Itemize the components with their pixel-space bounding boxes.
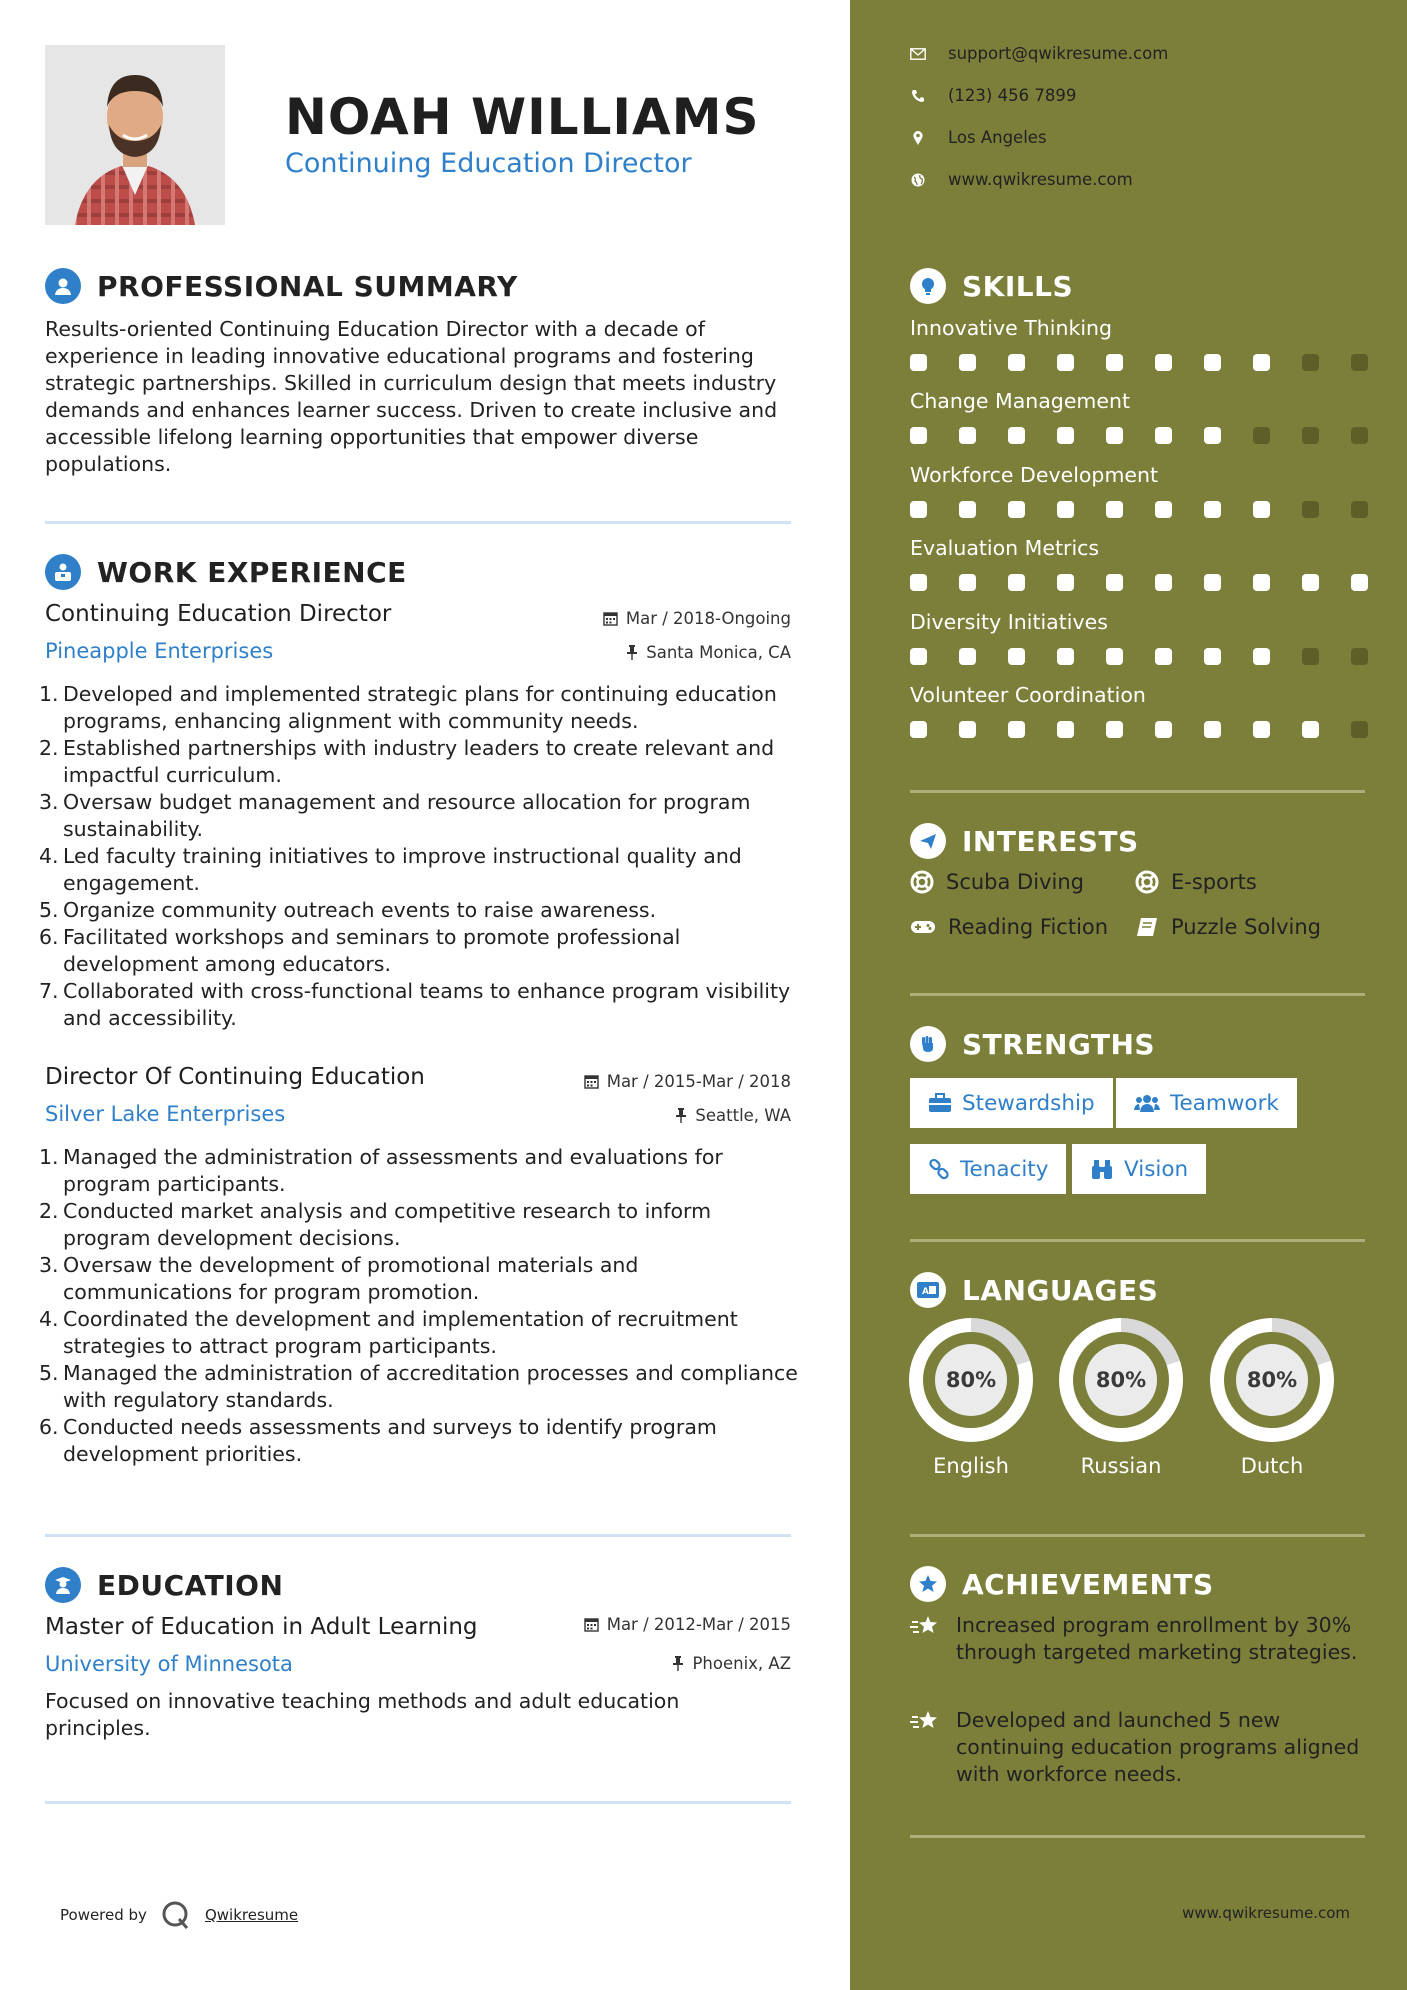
language-name: English [933,1454,1009,1478]
achievement-item [910,1707,1370,1788]
job-responsibilities [39,681,805,1032]
interest-item [1135,870,1257,894]
skill-dot-filled [910,354,927,371]
skill-dot-filled [1204,721,1221,738]
paper-plane-icon [910,823,946,859]
pin-icon [672,1656,684,1671]
job-location [626,643,791,662]
calendar-icon [584,1617,599,1632]
list-item: 2. Conducted market analysis and competitive research to inform program development decisions. [39,1199,712,1250]
list-item: 4. Led faculty training initiatives to improve instructional quality and engagement. [39,844,742,895]
skill-dot-empty [1351,354,1368,371]
skill-dot-filled [1155,574,1172,591]
summary-title: PROFESSIONAL SUMMARY [97,269,518,303]
job-dates [584,1072,791,1091]
link-icon [928,1158,950,1180]
job-location-text: Santa Monica, CA [646,643,791,662]
job-dates-text: Mar / 2018-Ongoing [625,609,791,628]
website-text: www.qwikresume.com [948,170,1133,189]
section-divider [910,1534,1365,1537]
list-item: 5. Managed the administration of accreditation processes and compliance with regulatory standards. [39,1361,798,1412]
education-title: EDUCATION [97,1568,284,1602]
list-item: 4. Coordinated the development and implementation of recruitment strategies to attract program participants. [39,1307,738,1358]
list-item: 5. Organize community outreach events to raise awareness. [39,898,657,922]
degree-title: Master of Education in Adult Learning [45,1614,478,1640]
education-dates [584,1615,791,1634]
achievement-text: Developed and launched 5 new continuing education programs aligned with workforce needs. [956,1708,1360,1786]
skill-dot-filled [959,501,976,518]
job-title: Continuing Education Director [45,601,392,627]
location-text: Los Angeles [948,128,1047,147]
skill-dot-empty [1302,501,1319,518]
phone-icon [910,88,926,104]
interest-item [910,915,1108,939]
job-dates [603,609,791,628]
strength-label: Stewardship [962,1090,1095,1116]
briefcase-icon [928,1093,952,1113]
brand-link[interactable]: Qwikresume [204,1906,299,1924]
skill-dot-filled [1204,648,1221,665]
section-divider [910,993,1365,996]
skill-dot-filled [1253,501,1270,518]
achievements-section-header [910,1566,1214,1602]
language-item [909,1318,1033,1478]
language-name: Dutch [1240,1454,1304,1478]
skill-rating [910,501,1400,518]
footer-powered-by [60,1900,298,1930]
languages-title: LANGUAGES [962,1273,1159,1307]
profile-photo [45,45,225,225]
section-divider [45,1534,791,1537]
skill-dot-filled [1008,648,1025,665]
skill-dot-filled [1204,501,1221,518]
list-item: 3. Oversaw budget management and resource allocation for program sustainability. [39,790,751,841]
list-item: 1. Managed the administration of assessments and evaluations for program participants. [39,1145,723,1196]
skill-dot-filled [1253,354,1270,371]
phone-text: (123) 456 7899 [948,86,1077,105]
skill-dot-empty [1351,648,1368,665]
strength-label: Vision [1124,1156,1189,1182]
skill-name: Workforce Development [910,463,1159,487]
language-name: Russian [1080,1454,1162,1478]
skill-dot-filled [959,574,976,591]
lightbulb-icon [910,268,946,304]
language-progress-ring [1059,1318,1183,1442]
calendar-icon [603,611,618,626]
education-description: Focused on innovative teaching methods and adult education principles. [45,1689,680,1740]
list-item: 7. Collaborated with cross-functional teams to enhance program visibility and accessibility. [39,979,791,1030]
strengths-section-header [910,1026,1155,1062]
skill-name: Innovative Thinking [910,316,1113,340]
job-responsibilities [39,1144,805,1468]
candidate-role: Continuing Education Director [285,148,692,179]
list-item: 3. Oversaw the development of promotional materials and communications for program promotion. [39,1253,639,1304]
users-icon [1134,1093,1160,1113]
language-percent: 80% [1236,1344,1308,1416]
skill-dot-empty [1302,354,1319,371]
experience-section-header [45,554,407,590]
section-divider [910,790,1365,793]
education-location-text: Phoenix, AZ [692,1654,791,1673]
skill-dot-filled [1204,427,1221,444]
qwikresume-logo-icon [161,1900,191,1930]
pin-icon [675,1108,687,1123]
school-name: University of Minnesota [45,1652,293,1676]
calendar-icon [584,1074,599,1089]
skill-dot-filled [910,648,927,665]
skill-dot-filled [1106,721,1123,738]
job-title: Director Of Continuing Education [45,1064,425,1090]
skill-name: Change Management [910,389,1131,413]
fist-icon [910,1026,946,1062]
skill-dot-filled [1302,721,1319,738]
list-item: 6. Facilitated workshops and seminars to promote professional development among educators. [39,925,681,976]
skill-dot-filled [1155,648,1172,665]
strength-chip [1072,1144,1206,1194]
contact-location [910,128,1047,147]
book-icon [1135,916,1159,938]
interest-label: Scuba Diving [946,870,1084,894]
skill-name: Evaluation Metrics [910,536,1100,560]
section-divider [45,521,791,524]
skill-dot-empty [1253,427,1270,444]
list-item: 1. Developed and implemented strategic plans for continuing education programs, enhancing alignment with community needs. [39,682,777,733]
strength-chip [910,1144,1066,1194]
email-text: support@qwikresume.com [948,44,1169,63]
svg-text:A: A [922,1287,929,1297]
languages-section-header [910,1272,1158,1308]
skill-dot-filled [1253,574,1270,591]
summary-text: Results-oriented Continuing Education Director with a decade of experience in leading innovative educational programs and fostering strategic partnerships. Skilled in curriculum design that meets industry demands and enhances learner success. Driven to create inclusive and accessible lifelong learning opportunities that empower diverse populations. [45,317,778,476]
list-item: 2. Established partnerships with industry leaders to create relevant and impactful curriculum. [39,736,775,787]
section-divider [910,1239,1365,1242]
skill-dot-filled [1008,574,1025,591]
skill-dot-filled [1008,427,1025,444]
language-progress-ring [1210,1318,1334,1442]
skill-dot-filled [1155,721,1172,738]
skill-dot-filled [1106,354,1123,371]
interest-item [1135,915,1321,939]
binoculars-icon [1090,1158,1114,1180]
job-company: Silver Lake Enterprises [45,1102,286,1126]
achievement-item [910,1612,1370,1666]
graduate-icon [45,1567,81,1603]
skill-dot-filled [1008,501,1025,518]
skill-name: Diversity Initiatives [910,610,1108,634]
education-dates-text: Mar / 2012-Mar / 2015 [606,1615,791,1634]
skill-dot-filled [1253,648,1270,665]
strengths-title: STRENGTHS [962,1027,1156,1061]
strength-label: Tenacity [960,1156,1049,1182]
shooting-star-icon [910,1612,940,1666]
education-location [672,1654,791,1673]
achievement-text: Increased program enrollment by 30% through targeted marketing strategies. [956,1613,1358,1664]
skill-dot-filled [1155,354,1172,371]
achievements-title: ACHIEVEMENTS [962,1567,1214,1601]
skill-dot-filled [1351,574,1368,591]
language-icon [910,1272,946,1308]
section-divider [45,1801,791,1804]
skill-dot-filled [1204,574,1221,591]
candidate-name: NOAH WILLIAMS [285,88,760,146]
language-progress-ring [909,1318,1033,1442]
user-icon [45,268,81,304]
skill-dot-filled [959,427,976,444]
skill-dot-empty [1351,427,1368,444]
interests-section-header [910,823,1139,859]
education-section-header [45,1567,283,1603]
interest-label: Reading Fiction [948,915,1109,939]
skill-dot-filled [1057,427,1074,444]
interest-label: Puzzle Solving [1171,915,1321,939]
skill-dot-filled [1106,501,1123,518]
language-percent: 80% [935,1344,1007,1416]
shooting-star-icon [910,1707,940,1788]
life-ring-icon [910,870,934,894]
skill-rating [910,721,1400,738]
skill-dot-empty [1302,648,1319,665]
job-location-text: Seattle, WA [695,1106,791,1125]
interest-label: E-sports [1171,870,1257,894]
skill-dot-filled [1302,574,1319,591]
list-item: 6. Conducted needs assessments and surveys to identify program development priorities. [39,1415,717,1466]
skill-dot-filled [1057,648,1074,665]
skill-dot-filled [1106,574,1123,591]
skill-dot-filled [1106,427,1123,444]
skills-section-header [910,268,1073,304]
skills-title: SKILLS [962,269,1074,303]
briefcase-user-icon [45,554,81,590]
language-item [1059,1318,1183,1478]
skill-dot-filled [1155,501,1172,518]
job-location [675,1106,791,1125]
skill-dot-filled [1253,721,1270,738]
skill-dot-filled [1204,354,1221,371]
section-divider [910,1835,1365,1838]
pin-icon [626,645,638,660]
experience-title: WORK EXPERIENCE [97,555,407,589]
skill-dot-filled [1057,354,1074,371]
skill-dot-filled [1155,427,1172,444]
skill-dot-filled [910,721,927,738]
globe-icon [910,172,926,188]
map-marker-icon [910,130,926,146]
skill-rating [910,354,1400,371]
skill-dot-filled [959,721,976,738]
skill-rating [910,648,1400,665]
powered-by-label: Powered by [60,1906,147,1924]
interest-item [910,870,1084,894]
skill-dot-filled [959,354,976,371]
skill-dot-empty [1351,721,1368,738]
life-ring-icon [1135,870,1159,894]
contact-website[interactable] [910,170,1133,189]
envelope-icon [910,46,926,62]
footer-website[interactable]: www.qwikresume.com [1182,1904,1350,1922]
skill-dot-filled [1057,574,1074,591]
language-item [1210,1318,1334,1478]
strength-chip [1116,1078,1297,1128]
skill-name: Volunteer Coordination [910,683,1146,707]
strength-chip [910,1078,1113,1128]
summary-section-header [45,268,518,304]
interests-title: INTERESTS [962,824,1139,858]
skill-dot-filled [959,648,976,665]
skill-dot-filled [1057,501,1074,518]
contact-email[interactable] [910,44,1168,63]
skill-dot-filled [910,427,927,444]
contact-phone[interactable] [910,86,1076,105]
skill-rating [910,574,1400,591]
skill-dot-empty [1302,427,1319,444]
skill-dot-filled [910,501,927,518]
skill-dot-filled [1057,721,1074,738]
skill-dot-empty [1351,501,1368,518]
gamepad-icon [910,918,936,936]
strength-label: Teamwork [1170,1090,1279,1116]
skill-dot-filled [1106,648,1123,665]
skill-dot-filled [1008,721,1025,738]
star-badge-icon [910,1566,946,1602]
language-percent: 80% [1085,1344,1157,1416]
job-company: Pineapple Enterprises [45,639,274,663]
job-dates-text: Mar / 2015-Mar / 2018 [606,1072,791,1091]
skill-dot-filled [1008,354,1025,371]
skill-dot-filled [910,574,927,591]
skill-rating [910,427,1400,444]
